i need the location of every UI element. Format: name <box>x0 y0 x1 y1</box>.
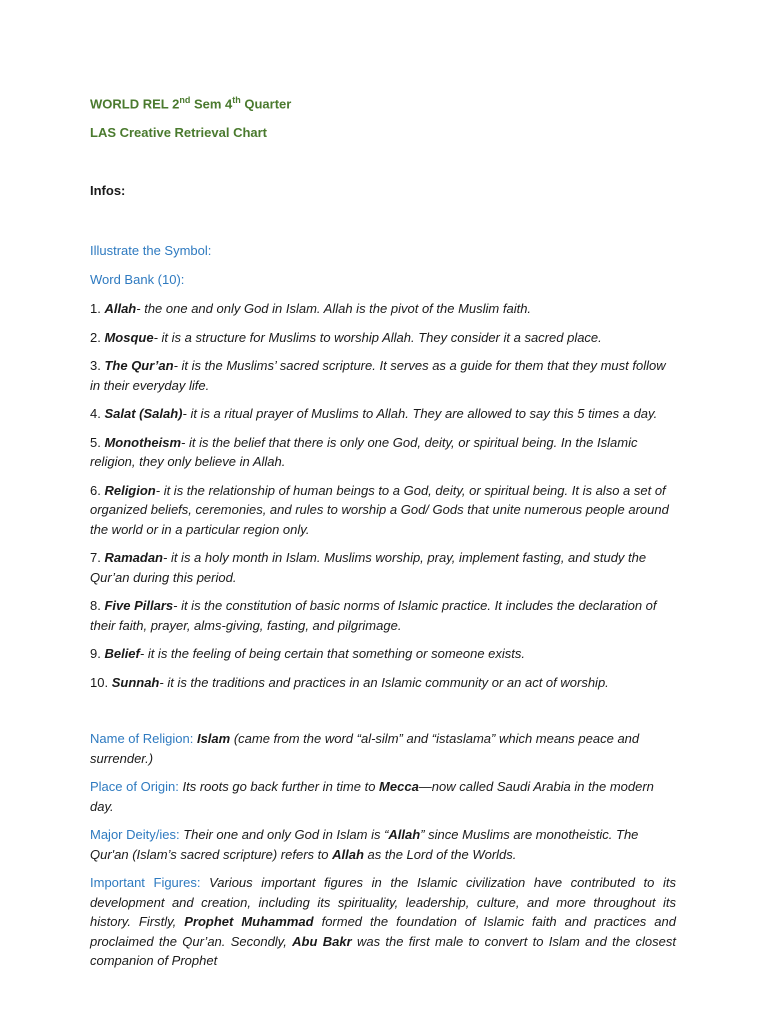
important-figures-text-2: formed the foundation of Islamic faith and practices and proclaimed the Qur’an. Secondly, <box>90 914 676 949</box>
place-of-origin-label: Place of Origin: <box>90 779 179 795</box>
course-title-part-1: WORLD REL 2 <box>90 96 180 112</box>
word-bank-label: Word Bank (10): <box>90 272 185 288</box>
section-spacer <box>90 701 676 729</box>
important-figures-text-3: was the first male to convert to Islam and the closest companion of Prophet <box>90 933 676 969</box>
word-bank-number: 3. <box>90 358 101 374</box>
religion-name-field <box>90 729 676 768</box>
word-bank-term: Five Pillars <box>104 598 174 614</box>
course-title-part-2: Sem 4 <box>190 96 233 112</box>
word-bank-definition: - it is a ritual prayer of Muslims to Allah. They are allowed to say this 5 times a day. <box>182 406 658 422</box>
important-figure-1: Prophet Muhammad <box>184 914 314 930</box>
word-bank-definition: - it is a structure for Muslims to worship Allah. They consider it a sacred place. <box>153 329 602 345</box>
word-bank-item <box>90 299 676 319</box>
word-bank-term: Salat (Salah) <box>104 406 183 422</box>
course-title-sup-2: th <box>232 95 241 105</box>
word-bank-term: Monotheism <box>104 434 182 450</box>
word-bank-definition: - it is the constitution of basic norms of Islamic practice. It includes the declaration of their faith, prayer, alms-giving, fasting, and pilgrimage. <box>90 598 657 633</box>
activity-title: LAS Creative Retrieval Chart <box>90 125 268 141</box>
infos-label: Infos: <box>90 183 126 199</box>
religion-name-note: (came from the word “al-silm” and “istaslama” which means peace and surrender.) <box>90 731 640 766</box>
word-bank-definition: - it is the traditions and practices in an Islamic community or an act of worship. <box>159 674 609 690</box>
word-bank-number: 6. <box>90 482 105 498</box>
word-bank-number: 9. <box>90 646 101 662</box>
word-bank-definition: - it is the belief that there is only one God, deity, or spiritual being. In the Islamic religion, they only believe in Allah. <box>90 434 638 470</box>
word-bank-definition: - the one and only God in Islam. Allah is the pivot of the Muslim faith. <box>136 301 532 317</box>
religion-name-value: Islam <box>196 731 231 747</box>
place-of-origin-text-post: —now called Saudi Arabia in the modern day. <box>90 779 654 814</box>
word-bank-item <box>90 596 676 635</box>
place-of-origin-place: Mecca <box>379 779 419 795</box>
document-body <box>90 90 676 980</box>
word-bank-number: 1. <box>90 301 101 317</box>
course-title-sup-1: nd <box>179 95 191 105</box>
word-bank-number: 2. <box>90 329 101 345</box>
important-figure-2: Abu Bakr <box>292 933 352 949</box>
word-bank-term: Mosque <box>104 329 154 345</box>
word-bank-list <box>90 299 676 692</box>
word-bank-term: Belief <box>104 646 140 662</box>
word-bank-item <box>90 433 676 472</box>
word-bank-number: 7. <box>90 550 101 566</box>
word-bank-term: The Qur’an <box>104 358 174 374</box>
major-deity-label: Major Deity/ies: <box>90 827 180 843</box>
word-bank-number: 5. <box>90 434 101 450</box>
word-bank-item <box>90 328 676 348</box>
word-bank-number: 10. <box>90 674 109 690</box>
word-bank-term: Religion <box>104 482 156 498</box>
course-title-part-3: Quarter <box>240 96 292 112</box>
important-figures-field <box>90 873 676 971</box>
illustrate-symbol-label: Illustrate the Symbol: <box>90 243 212 259</box>
major-deity-text-post: as the Lord of the Worlds. <box>367 846 517 862</box>
important-figures-text-1: Various important figures in the Islamic civilization have contributed to its development and creation, including its spirituality, leadership, culture, and more throughout its history. Firstly, <box>90 875 676 930</box>
place-of-origin-field <box>90 777 676 816</box>
major-deity-text-mid: ” since Muslims are monotheistic. The Qur'an (Islam’s sacred scripture) refers to <box>90 827 639 862</box>
word-bank-item <box>90 644 676 664</box>
word-bank-definition: - it is the feeling of being certain that something or someone exists. <box>139 646 526 662</box>
place-of-origin-text-pre: Its roots go back further in time to <box>182 779 376 795</box>
word-bank-definition: - it is a holy month in Islam. Muslims worship, pray, implement fasting, and study the Qur’an during this period. <box>90 550 647 585</box>
major-deity-text-pre: Their one and only God in Islam is “ <box>183 827 389 843</box>
major-deity-god: Allah <box>388 827 421 843</box>
course-title <box>90 90 676 114</box>
word-bank-term: Sunnah <box>111 674 160 690</box>
word-bank-term: Ramadan <box>104 550 163 566</box>
word-bank-definition: - it is the Muslims’ sacred scripture. It serves as a guide for them that they must follow in their everyday life. <box>90 358 666 393</box>
word-bank-item <box>90 548 676 587</box>
word-bank-item <box>90 356 676 395</box>
major-deity-god-2: Allah <box>332 846 364 862</box>
major-deity-field <box>90 825 676 864</box>
word-bank-number: 4. <box>90 406 101 422</box>
word-bank-term: Allah <box>104 301 137 317</box>
religion-name-label: Name of Religion: <box>90 731 194 747</box>
word-bank-number: 8. <box>90 598 105 614</box>
word-bank-item <box>90 481 676 540</box>
word-bank-definition: - it is the relationship of human beings to a God, deity, or spiritual being. It is also a set of organized beliefs, ceremonies, and rules to worship a God/ Gods that unite numerous people around the world or in a particular region only. <box>90 482 669 537</box>
word-bank-item <box>90 404 676 424</box>
important-figures-label: Important Figures: <box>90 875 201 891</box>
word-bank-item <box>90 673 676 693</box>
